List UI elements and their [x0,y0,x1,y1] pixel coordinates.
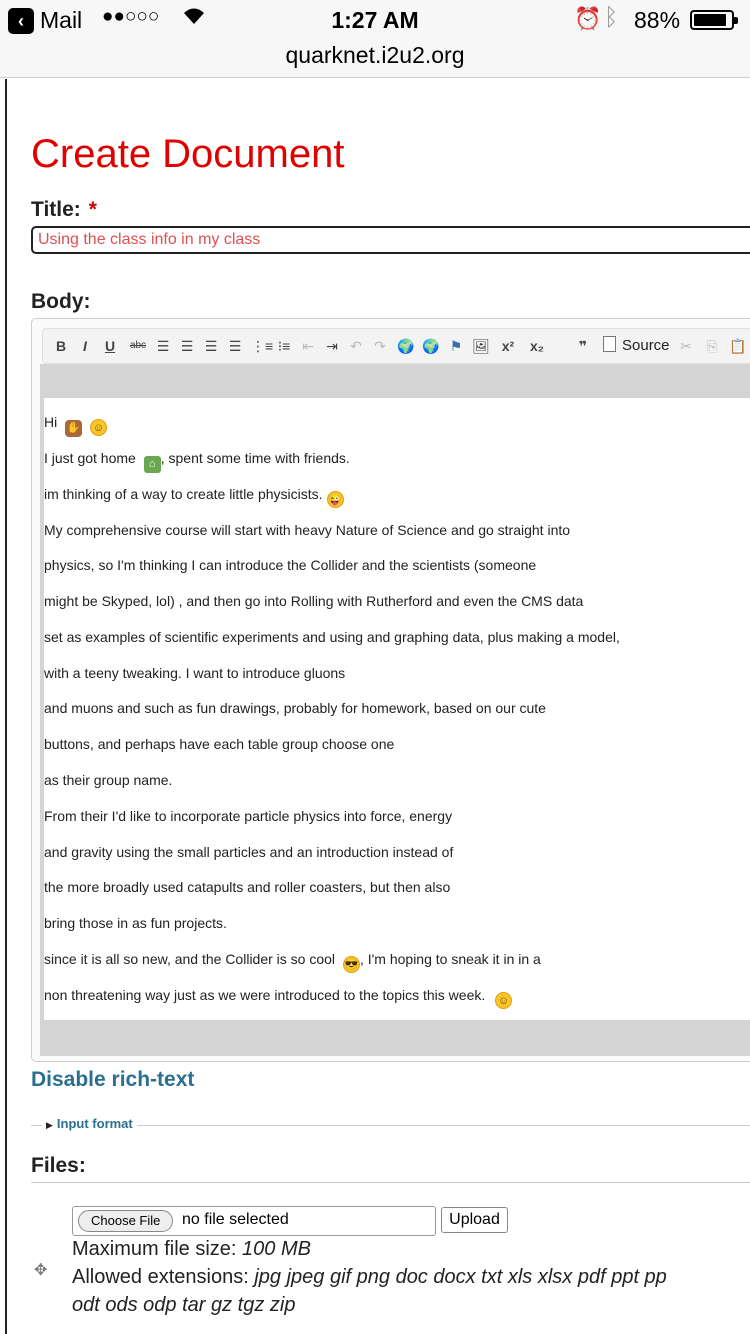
required-marker: * [88,198,97,221]
battery-percentage: 88% [634,7,681,33]
max-size-label: Maximum file size: [72,1238,237,1260]
title-label-text: Title: [31,198,81,221]
subscript-button[interactable]: x₂ [529,338,544,354]
allowed-value: jpg jpeg gif png doc docx txt xls xlsx pdf ppt pp [254,1266,667,1288]
max-file-size [72,1238,311,1261]
editor-toolbar [42,328,750,364]
signal-strength: ●●○○○ [102,6,160,27]
editor-bottom-bar [40,1020,750,1056]
paste-icon[interactable]: 📋 [729,338,747,354]
editor-line: as their group name. [44,772,173,788]
editor-line: My comprehensive course will start with heavy Nature of Science and go straight into [44,522,571,538]
redo-icon[interactable]: ↷ [374,338,386,354]
sunglasses-face-icon: 😎 [343,956,360,973]
battery-icon [690,10,734,30]
editor-line: with a teeny tweaking. I want to introduce gluons [44,665,346,681]
editor-line-text: since it is all so new, and the Collider is so cool [44,951,336,967]
allowed-extensions [72,1266,667,1289]
editor-top-bar [40,364,750,398]
editor-line: From their I'd like to incorporate particle physics into force, energy [44,808,453,824]
editor-line: might be Skyped, lol) , and then go into Rolling with Rutherford and even the CMS data [44,593,584,609]
house-icon: ⌂ [144,456,161,473]
source-label: Source [622,337,670,354]
status-time: 1:27 AM [331,7,419,33]
editor-line-text: non threatening way just as we were introduced to the topics this week. [44,987,486,1003]
url-bar[interactable] [0,40,750,78]
url-text[interactable]: quarknet.i2u2.org [285,42,465,68]
editor-line: physics, so I'm thinking I can introduce the Collider and the scientists (someone [44,557,537,573]
alarm-icon: ⏰ [574,6,602,31]
allowed-value-continued: odt ods odp tar gz tgz zip [72,1294,296,1316]
waving-hand-icon: ✋ [65,420,82,437]
body-label: Body: [31,290,91,313]
italic-button[interactable]: I [83,338,87,354]
strikethrough-button[interactable]: abc [129,340,147,351]
allowed-label: Allowed extensions: [72,1266,249,1288]
back-icon[interactable]: ‹ [8,8,34,34]
title-input[interactable]: Using the class info in my class [31,226,750,254]
editor-line-text: im thinking of a way to create little physicists. [44,486,323,502]
editor-line: buttons, and perhaps have each table group choose one [44,736,395,752]
image-icon[interactable]: 🖼 [472,338,490,354]
smiley-face-icon: ☺ [90,419,107,436]
max-size-value: 100 MB [242,1238,311,1260]
carrier-label: Mail [40,7,83,33]
editor-line [44,987,512,1009]
align-justify-icon[interactable]: ☰ [228,338,242,354]
copy-icon[interactable]: ⎘ [706,338,718,354]
upload-button[interactable]: Upload [441,1207,508,1233]
blockquote-icon[interactable]: ❞ [578,338,588,354]
editor-line-text: I just got home [44,450,136,466]
disable-rich-text-link[interactable]: Disable rich-text [31,1068,195,1091]
editor-line [44,450,350,473]
title-label [31,198,97,222]
source-button[interactable] [603,335,670,357]
winking-tongue-face-icon: 😜 [327,491,344,508]
editor-line: the more broadly used catapults and roller coasters, but then also [44,879,451,895]
editor-line: set as examples of scientific experiments and using and graphing data, plus making a model, [44,629,620,645]
superscript-button[interactable]: x² [501,338,515,354]
page-border [5,79,7,1334]
underline-button[interactable]: U [104,338,116,354]
anchor-flag-icon[interactable]: ⚑ [449,338,463,354]
allowed-extensions-continued [72,1294,295,1317]
input-format-toggle[interactable] [42,1116,137,1131]
outdent-icon[interactable]: ⇤ [302,338,314,354]
page-title: Create Document [31,132,345,176]
bold-button[interactable]: B [55,338,67,354]
align-right-icon[interactable]: ☰ [204,338,218,354]
editor-line [44,486,344,508]
cut-icon[interactable]: ✂ [680,338,692,354]
link-icon[interactable]: 🌍 [397,338,415,354]
bullet-list-icon[interactable]: ⋮≡ [251,338,274,354]
undo-icon[interactable]: ↶ [350,338,362,354]
files-label: Files: [31,1154,86,1177]
editor-line [44,414,107,437]
unlink-icon[interactable]: 🌍 [422,338,440,354]
editor-line: and gravity using the small particles and an introduction instead of [44,844,454,860]
expand-triangle-icon: ▶ [46,1120,53,1130]
align-left-icon[interactable]: ☰ [156,338,170,354]
drag-handle-icon[interactable]: ✥ [34,1262,48,1279]
editor-line: bring those in as fun projects. [44,915,227,931]
editor-line-text: Hi [44,414,58,430]
smiley-face-icon: ☺ [495,992,512,1009]
bluetooth-icon: ᛒ [604,4,619,31]
indent-icon[interactable]: ⇥ [326,338,338,354]
choose-file-button[interactable]: Choose File [78,1210,173,1232]
input-format-label: Input format [56,1116,133,1131]
editor-line-text: , I'm hoping to sneak it in in a [359,951,541,967]
source-doc-icon [603,336,616,352]
editor-line-text: , spent some time with friends. [160,450,350,466]
numbered-list-icon[interactable]: ⁝≡ [277,338,291,354]
editor-line: and muons and such as fun drawings, probably for homework, based on our cute [44,700,546,716]
input-format-divider [31,1125,750,1126]
align-center-icon[interactable]: ☰ [180,338,194,354]
file-status: no file selected [182,1211,289,1228]
editor-line [44,951,541,973]
files-divider [31,1182,750,1183]
status-bar [0,0,750,40]
